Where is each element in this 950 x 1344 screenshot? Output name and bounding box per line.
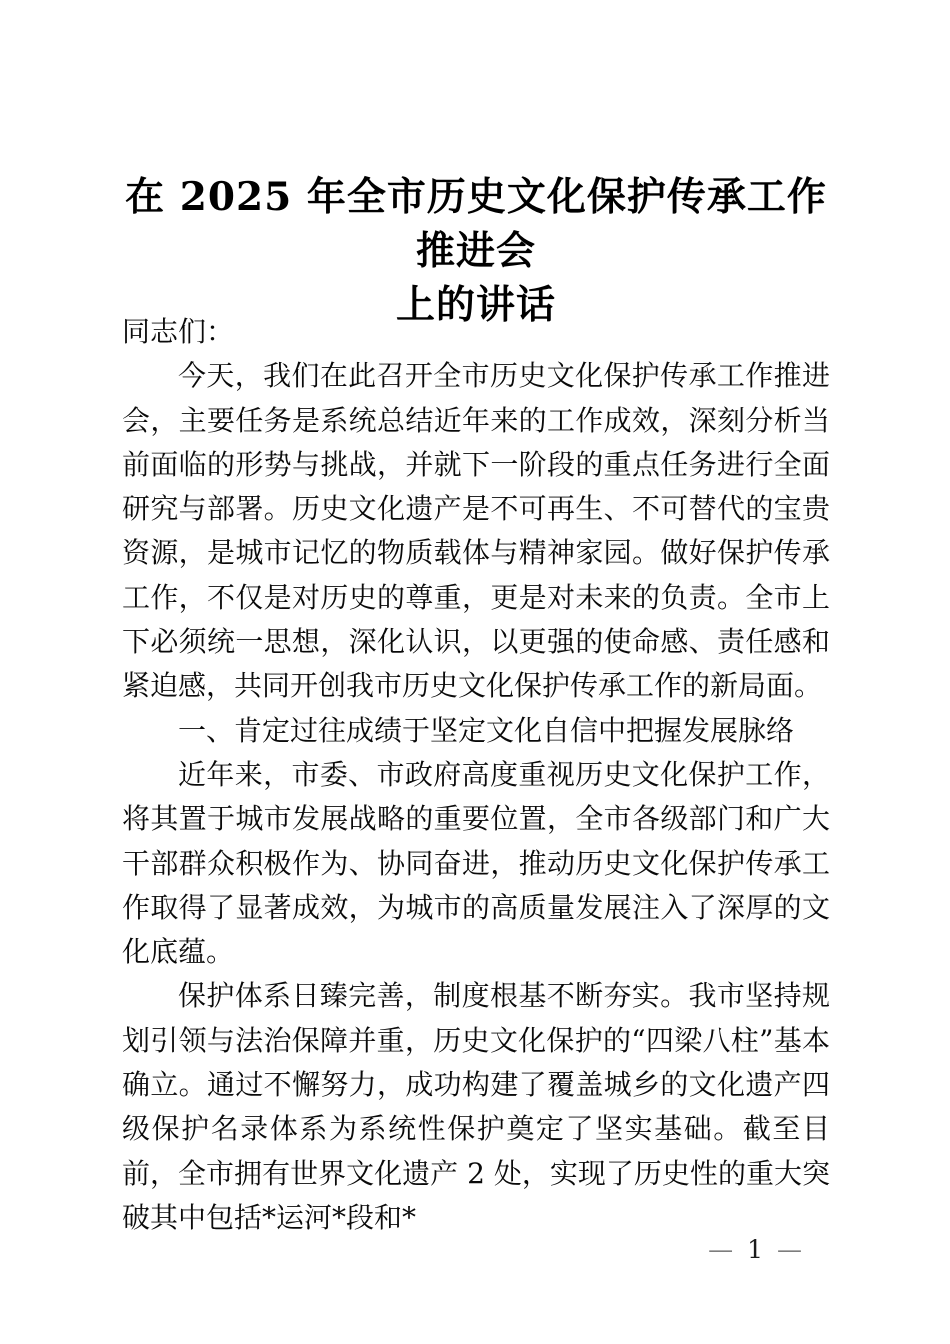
document-title-line-1: 在 2025 年全市历史文化保护传承工作推进会 — [125, 174, 827, 274]
document-body — [122, 310, 830, 1240]
section-heading: 一、肯定过往成绩于坚定文化自信中把握发展脉络 — [178, 713, 795, 747]
document-title-line-2: 上的讲话 — [395, 282, 556, 328]
page-number-right-dash: — — [777, 1235, 802, 1264]
page-number: 1 — [747, 1235, 763, 1264]
paragraph: 保护体系日臻完善，制度根基不断夯实。我市坚持规划引领与法治保障并重，历史文化保护的“四梁八柱”基本确立。通过不懈努力，成功构建了覆盖城乡的文化遗产四级保护名录体系为系统性保护奠定了坚实基础。截至目前，全市拥有世界文化遗产 2 处，实现了历史性的重大突破其中包括*运河*段和* — [122, 979, 830, 1234]
page-number-left-dash: — — [708, 1235, 734, 1264]
paragraphs — [122, 354, 830, 1240]
page-number-footer — [708, 1236, 802, 1264]
salutation: 同志们： — [122, 315, 235, 348]
paragraph: 近年来，市委、市政府高度重视历史文化保护工作，将其置于城市发展战略的重要位置，全市各级部门和广大干部群众积极作为、协同奋进，推动历史文化保护传承工作取得了显著成效，为城市的高质量发展注入了深厚的文化底蕴。 — [122, 757, 830, 969]
document-title — [120, 170, 832, 332]
paragraph: 今天，我们在此召开全市历史文化保护传承工作推进会，主要任务是系统总结近年来的工作成效，深刻分析当前面临的形势与挑战，并就下一阶段的重点任务进行全面研究与部署。历史文化遗产是不可再生、不可替代的宝贵资源，是城市记忆的物质载体与精神家园。做好保护传承工作，不仅是对历史的尊重，更是对未来的负责。全市上下必须统一思想，深化认识，以更强的使命感、责任感和紧迫感，共同开创我市历史文化保护传承工作的新局面。 — [122, 359, 830, 703]
